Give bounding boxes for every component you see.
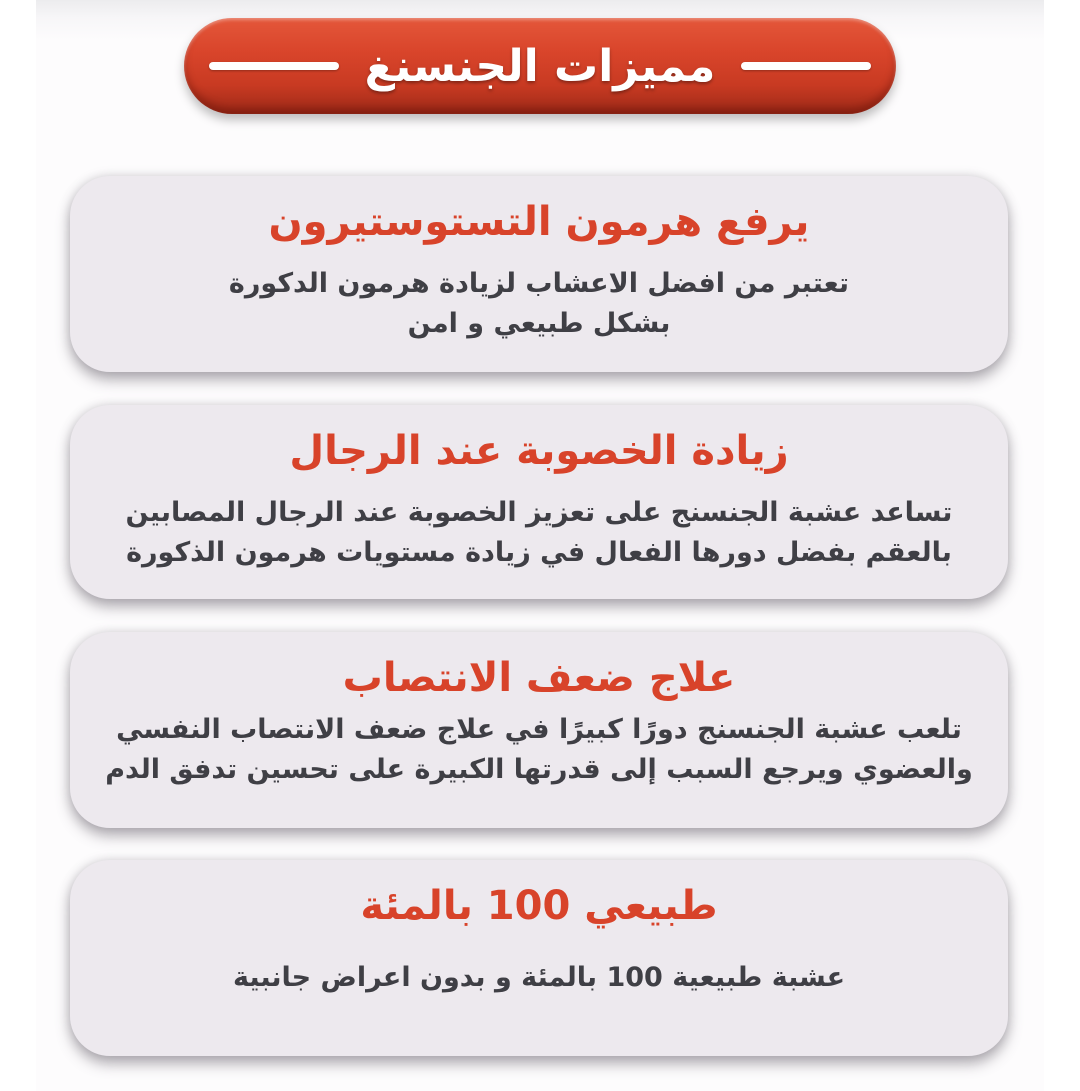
header-decor-line-right [741,62,871,70]
header-banner [184,18,896,114]
header-decor-line-left [209,62,339,70]
feature-description: تعتبر من افضل الاعشاب لزيادة هرمون الدكورة بشكل طبيعي و امن [228,268,850,339]
feature-title: علاج ضعف الانتصاب [342,655,736,701]
header-title: مميزات الجنسنغ [364,40,716,92]
feature-card-erectile-dysfunction [70,632,1008,828]
feature-card-fertility [70,405,1008,599]
feature-card-testosterone [70,176,1008,372]
feature-description: تساعد عشبة الجنسنج على تعزيز الخصوبة عند الرجال المصابين بالعقم بفضل دورها الفعال في زيادة مستويات هرمون الذكورة [125,497,953,568]
feature-description: عشبة طبيعية 100 بالمئة و بدون اعراض جانبية [232,962,846,993]
feature-title: يرفع هرمون التستوستيرون [268,199,810,245]
feature-description: تلعب عشبة الجنسنج دورًا كبيرًا في علاج ضعف الانتصاب النفسي والعضوي ويرجع السبب إلى قدرتها الكبيرة على تحسين تدفق الدم [105,714,973,785]
feature-title: طبيعي 100 بالمئة [360,883,718,929]
feature-title: زيادة الخصوبة عند الرجال [289,428,789,474]
feature-card-natural [70,860,1008,1056]
